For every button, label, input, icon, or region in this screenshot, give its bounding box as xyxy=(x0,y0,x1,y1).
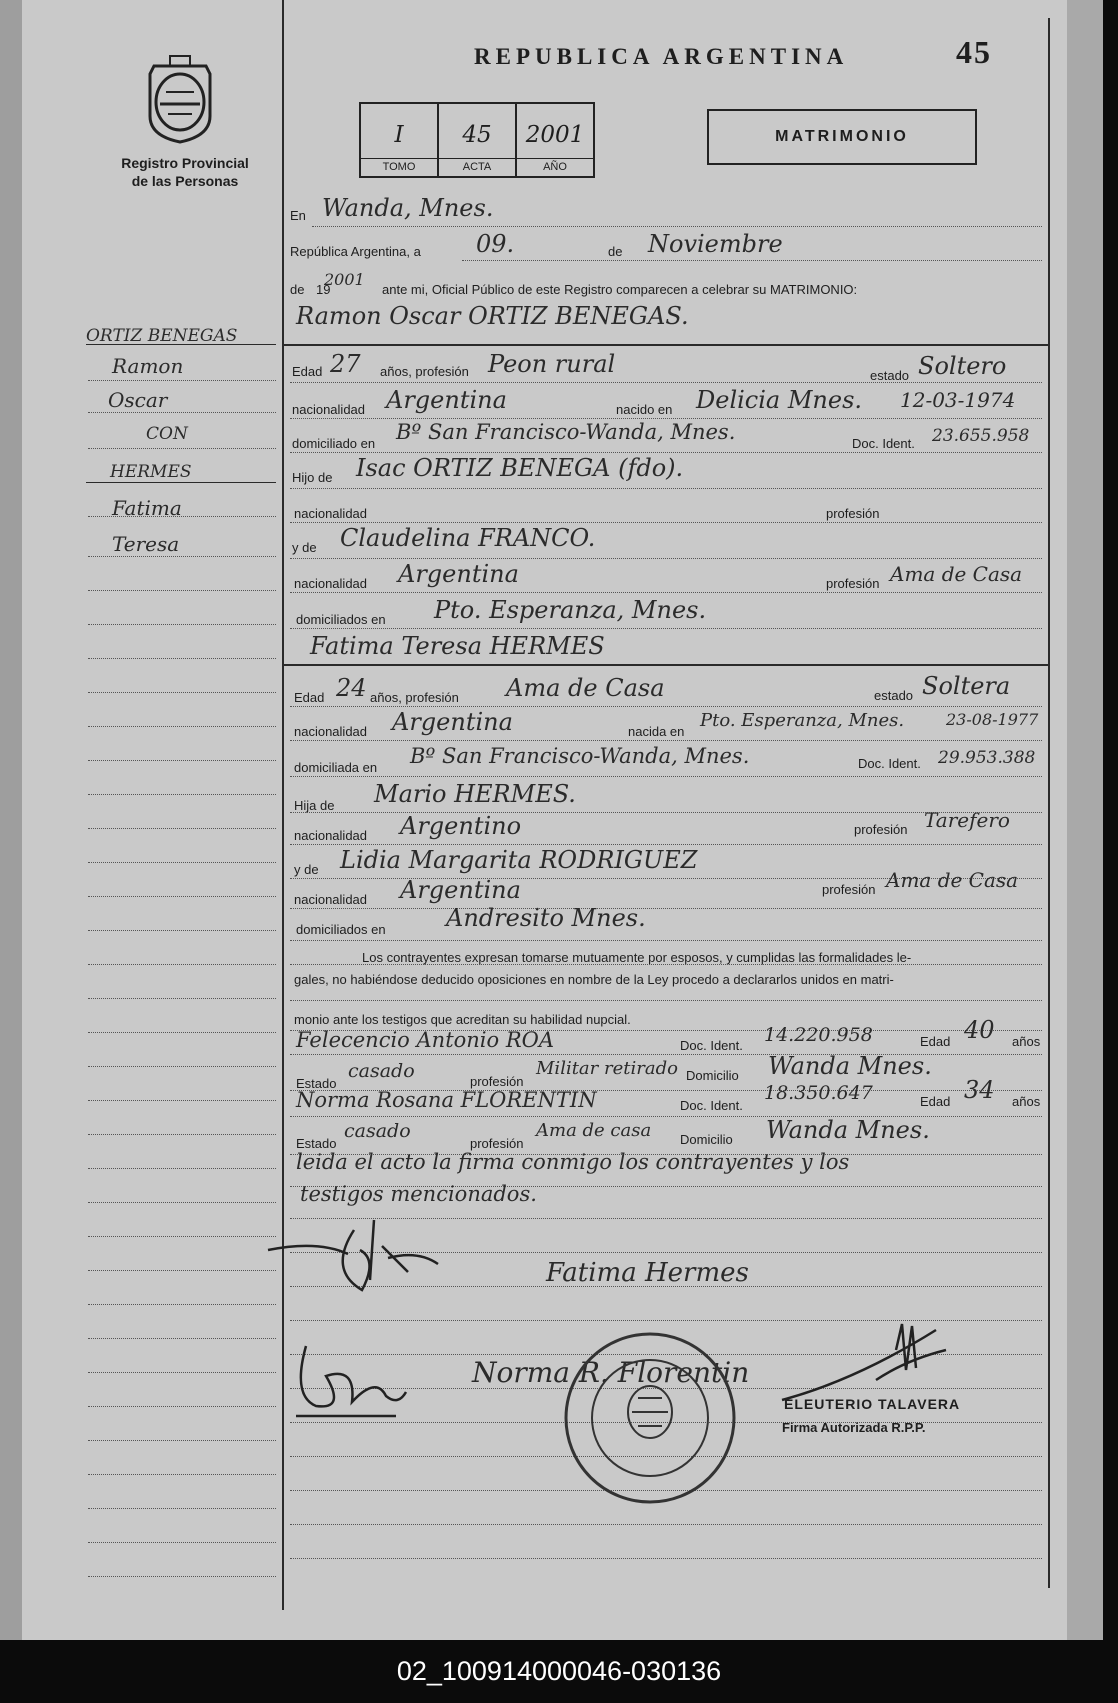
bride-edad-label: Edad xyxy=(294,690,325,705)
bride-nac2-label: nacionalidad xyxy=(294,828,368,843)
fill-line xyxy=(290,908,1042,909)
en-label: En xyxy=(290,208,306,223)
margin-note-surname2: HERMES xyxy=(110,462,192,482)
de2-label: de xyxy=(290,282,305,297)
groom-profesion: Peon rural xyxy=(488,350,616,378)
ano-cell xyxy=(517,104,593,176)
witness1-estado: casado xyxy=(348,1060,415,1082)
de-label: de xyxy=(608,244,623,259)
groom-fecha: 12-03-1974 xyxy=(900,388,1016,412)
groom-nac2-label: nacionalidad xyxy=(294,506,368,521)
groom-edad-label: Edad xyxy=(292,364,323,379)
bride-madre: Lidia Margarita RODRIGUEZ xyxy=(340,846,698,874)
record-id-box xyxy=(359,102,595,178)
acta-value: 45 xyxy=(462,122,492,148)
bride-domicilio-padres: Andresito Mnes. xyxy=(446,904,646,932)
bride-nacida-label: nacida en xyxy=(628,724,685,739)
official-title: Firma Autorizada R.P.P. xyxy=(782,1420,926,1435)
bride-padre: Mario HERMES. xyxy=(374,780,576,808)
record-type-box: MATRIMONIO xyxy=(707,109,977,165)
groom-prof2-label: profesión xyxy=(826,576,880,591)
groom-madre-prof: Ama de Casa xyxy=(890,562,1023,586)
witness2-edad: 34 xyxy=(964,1076,995,1104)
day-value: 09. xyxy=(476,230,515,258)
margin-note-name1: Ramon xyxy=(112,354,184,378)
witness1-domicilio-label: Domicilio xyxy=(686,1068,739,1083)
acta-label: ACTA xyxy=(439,158,515,176)
witness2-estado-label: Estado xyxy=(296,1136,337,1151)
bride-name: Fatima Teresa HERMES xyxy=(310,632,605,660)
groom-nacido-label: nacido en xyxy=(616,402,673,417)
witness2-anos-label: años xyxy=(1012,1094,1041,1109)
bride-nac3-label: nacionalidad xyxy=(294,892,368,907)
groom-nacionalidad: Argentina xyxy=(386,386,507,414)
bride-edad: 24 xyxy=(336,674,367,702)
margin-note-con: CON xyxy=(146,424,188,444)
registry-line-2: de las Personas xyxy=(131,173,239,189)
right-border xyxy=(1048,18,1050,1588)
month-value: Noviembre xyxy=(648,230,783,258)
groom-signature xyxy=(258,1210,458,1300)
year-value: 2001 xyxy=(324,270,365,289)
groom-padre: Isac ORTIZ BENEGA (fdo). xyxy=(356,454,684,482)
bride-prof2-label: profesión xyxy=(822,882,876,897)
bride-doc: 29.953.388 xyxy=(938,748,1036,768)
groom-nacido: Delicia Mnes. xyxy=(696,386,863,414)
groom-estado: Soltero xyxy=(918,352,1007,380)
groom-nac3-label: nacionalidad xyxy=(294,576,368,591)
declaration-line-2: gales, no habiéndose deducido oposiciones en nombre de la Ley procedo a declararlos unidos en matri- xyxy=(294,972,894,987)
acta-cell xyxy=(439,104,517,176)
witness1-anos-label: años xyxy=(1012,1034,1041,1049)
fill-line xyxy=(290,628,1042,629)
bride-nacida: Pto. Esperanza, Mnes. xyxy=(700,710,905,731)
groom-doc-label: Doc. Ident. xyxy=(852,436,915,451)
margin-rule xyxy=(86,482,276,483)
witness2-edad-label: Edad xyxy=(920,1094,951,1109)
registry-stamp-icon xyxy=(560,1328,740,1508)
fill-line xyxy=(290,382,1042,383)
witness1-domicilio: Wanda Mnes. xyxy=(768,1052,932,1080)
groom-hijo-label: Hijo de xyxy=(292,470,333,485)
page-binding-right xyxy=(1067,0,1103,1640)
fill-line xyxy=(290,592,1042,593)
bride-madre-prof: Ama de Casa xyxy=(886,868,1019,892)
bride-domicilio: Bº San Francisco-Wanda, Mnes. xyxy=(410,744,750,768)
tomo-cell xyxy=(361,104,439,176)
margin-note-name2: Oscar xyxy=(108,388,168,412)
bride-estado: Soltera xyxy=(922,672,1011,700)
groom-madre-nac: Argentina xyxy=(398,560,519,588)
groom-anos-label: años, profesión xyxy=(380,364,469,379)
fill-line xyxy=(290,452,1042,453)
witness1-doc: 14.220.958 xyxy=(764,1024,873,1046)
bride-yde-label: y de xyxy=(294,862,319,877)
fill-line xyxy=(290,558,1042,559)
fill-line xyxy=(312,226,1042,227)
bride-profesion: Ama de Casa xyxy=(506,674,665,702)
fill-line xyxy=(290,940,1042,941)
witness1-name: Felecencio Antonio ROA xyxy=(296,1028,555,1052)
coat-of-arms-emblem xyxy=(140,52,220,144)
declaration-line-3: monio ante los testigos que acreditan su habilidad nupcial. xyxy=(294,1012,631,1027)
witness2-name: Norma Rosana FLORENTIN xyxy=(296,1088,597,1112)
groom-name: Ramon Oscar ORTIZ BENEGAS. xyxy=(296,302,689,330)
groom-estado-label: estado xyxy=(870,368,910,383)
closing-line-2: testigos mencionados. xyxy=(300,1182,537,1206)
witness2-domicilio-label: Domicilio xyxy=(680,1132,733,1147)
margin-rule xyxy=(86,344,276,345)
witness1-doc-label: Doc. Ident. xyxy=(680,1038,743,1053)
bride-doc-label: Doc. Ident. xyxy=(858,756,921,771)
witness2-doc-label: Doc. Ident. xyxy=(680,1098,743,1113)
fill-line xyxy=(290,844,1042,845)
fill-line xyxy=(290,488,1042,489)
bride-anos-label: años, profesión xyxy=(370,690,459,705)
section-rule xyxy=(284,664,1048,666)
official-name: ELEUTERIO TALAVERA xyxy=(784,1396,961,1412)
margin-note-name3: Fatima xyxy=(112,496,182,520)
witness2-doc: 18.350.647 xyxy=(764,1082,873,1104)
margin-note-name4: Teresa xyxy=(112,532,180,556)
fill-line xyxy=(462,260,1042,261)
fill-line xyxy=(290,964,1042,965)
registry-line-1: Registro Provincial xyxy=(121,155,249,171)
country-title: REPUBLICA ARGENTINA xyxy=(474,44,849,69)
place-value: Wanda, Mnes. xyxy=(322,194,494,222)
witness2-domicilio: Wanda Mnes. xyxy=(766,1116,930,1144)
groom-yde-label: y de xyxy=(292,540,317,555)
witness1-profesion-label: profesión xyxy=(470,1074,524,1089)
fill-line xyxy=(290,740,1042,741)
tomo-value: I xyxy=(394,122,404,148)
ano-label: AÑO xyxy=(517,158,593,176)
fill-line xyxy=(290,706,1042,707)
tomo-label: TOMO xyxy=(361,158,437,176)
bride-padre-prof: Tarefero xyxy=(924,808,1010,832)
groom-edad: 27 xyxy=(330,350,361,378)
republica-label: República Argentina, a xyxy=(290,244,421,259)
groom-doc: 23.655.958 xyxy=(932,426,1030,446)
bride-prof-label: profesión xyxy=(854,822,908,837)
groom-domicilio: Bº San Francisco-Wanda, Mnes. xyxy=(396,420,736,444)
witness1-edad: 40 xyxy=(964,1016,995,1044)
witness2-profesion-label: profesión xyxy=(470,1136,524,1151)
ano-value: 2001 xyxy=(525,122,585,148)
margin-divider xyxy=(282,0,284,1610)
margin-note-surname: ORTIZ BENEGAS xyxy=(86,326,238,346)
fill-line xyxy=(290,522,1042,523)
bride-madre-nac: Argentina xyxy=(400,876,521,904)
groom-prof-label: profesión xyxy=(826,506,880,521)
groom-doms-label: domiciliados en xyxy=(296,612,386,627)
year-prefix: 19 xyxy=(316,282,331,297)
groom-dom-label: domiciliado en xyxy=(292,436,376,451)
witness1-profesion: Militar retirado xyxy=(536,1058,678,1079)
closing-line-1: leida el acto la firma conmigo los contrayentes y los xyxy=(296,1150,850,1174)
bride-dom-label: domiciliada en xyxy=(294,760,378,775)
witness1-estado-label: Estado xyxy=(296,1076,337,1091)
witness1-edad-label: Edad xyxy=(920,1034,951,1049)
bride-doms-label: domiciliados en xyxy=(296,922,386,937)
ante-text: ante mi, Oficial Público de este Registro comparecen a celebrar su MATRIMONIO: xyxy=(382,282,858,297)
fill-line xyxy=(290,776,1042,777)
groom-madre: Claudelina FRANCO. xyxy=(340,524,596,552)
bride-nacionalidad: Argentina xyxy=(392,708,513,736)
section-rule xyxy=(284,344,1048,346)
bride-estado-label: estado xyxy=(874,688,914,703)
page-binding-left xyxy=(0,0,22,1640)
bride-fecha: 23-08-1977 xyxy=(946,710,1039,729)
registry-name xyxy=(100,154,270,190)
groom-domicilio-padres: Pto. Esperanza, Mnes. xyxy=(434,596,707,624)
bride-padre-nac: Argentino xyxy=(400,812,522,840)
witness1-signature xyxy=(286,1336,416,1426)
declaration-line-1: Los contrayentes expresan tomarse mutuamente por esposos, y cumplidas las formalidades le- xyxy=(362,950,912,965)
fill-line xyxy=(290,418,1042,419)
page-number: 45 xyxy=(956,34,992,70)
bride-signature: Fatima Hermes xyxy=(546,1258,749,1288)
bride-hija-label: Hija de xyxy=(294,798,335,813)
groom-nac-label: nacionalidad xyxy=(292,402,366,417)
bride-nac-label: nacionalidad xyxy=(294,724,368,739)
scan-id-footer: 02_100914000046-030136 xyxy=(0,1642,1118,1703)
witness2-profesion: Ama de casa xyxy=(536,1120,652,1141)
fill-line xyxy=(290,1000,1042,1001)
witness2-signature: Norma R. Florentin xyxy=(472,1356,750,1389)
witness2-estado: casado xyxy=(344,1120,411,1142)
